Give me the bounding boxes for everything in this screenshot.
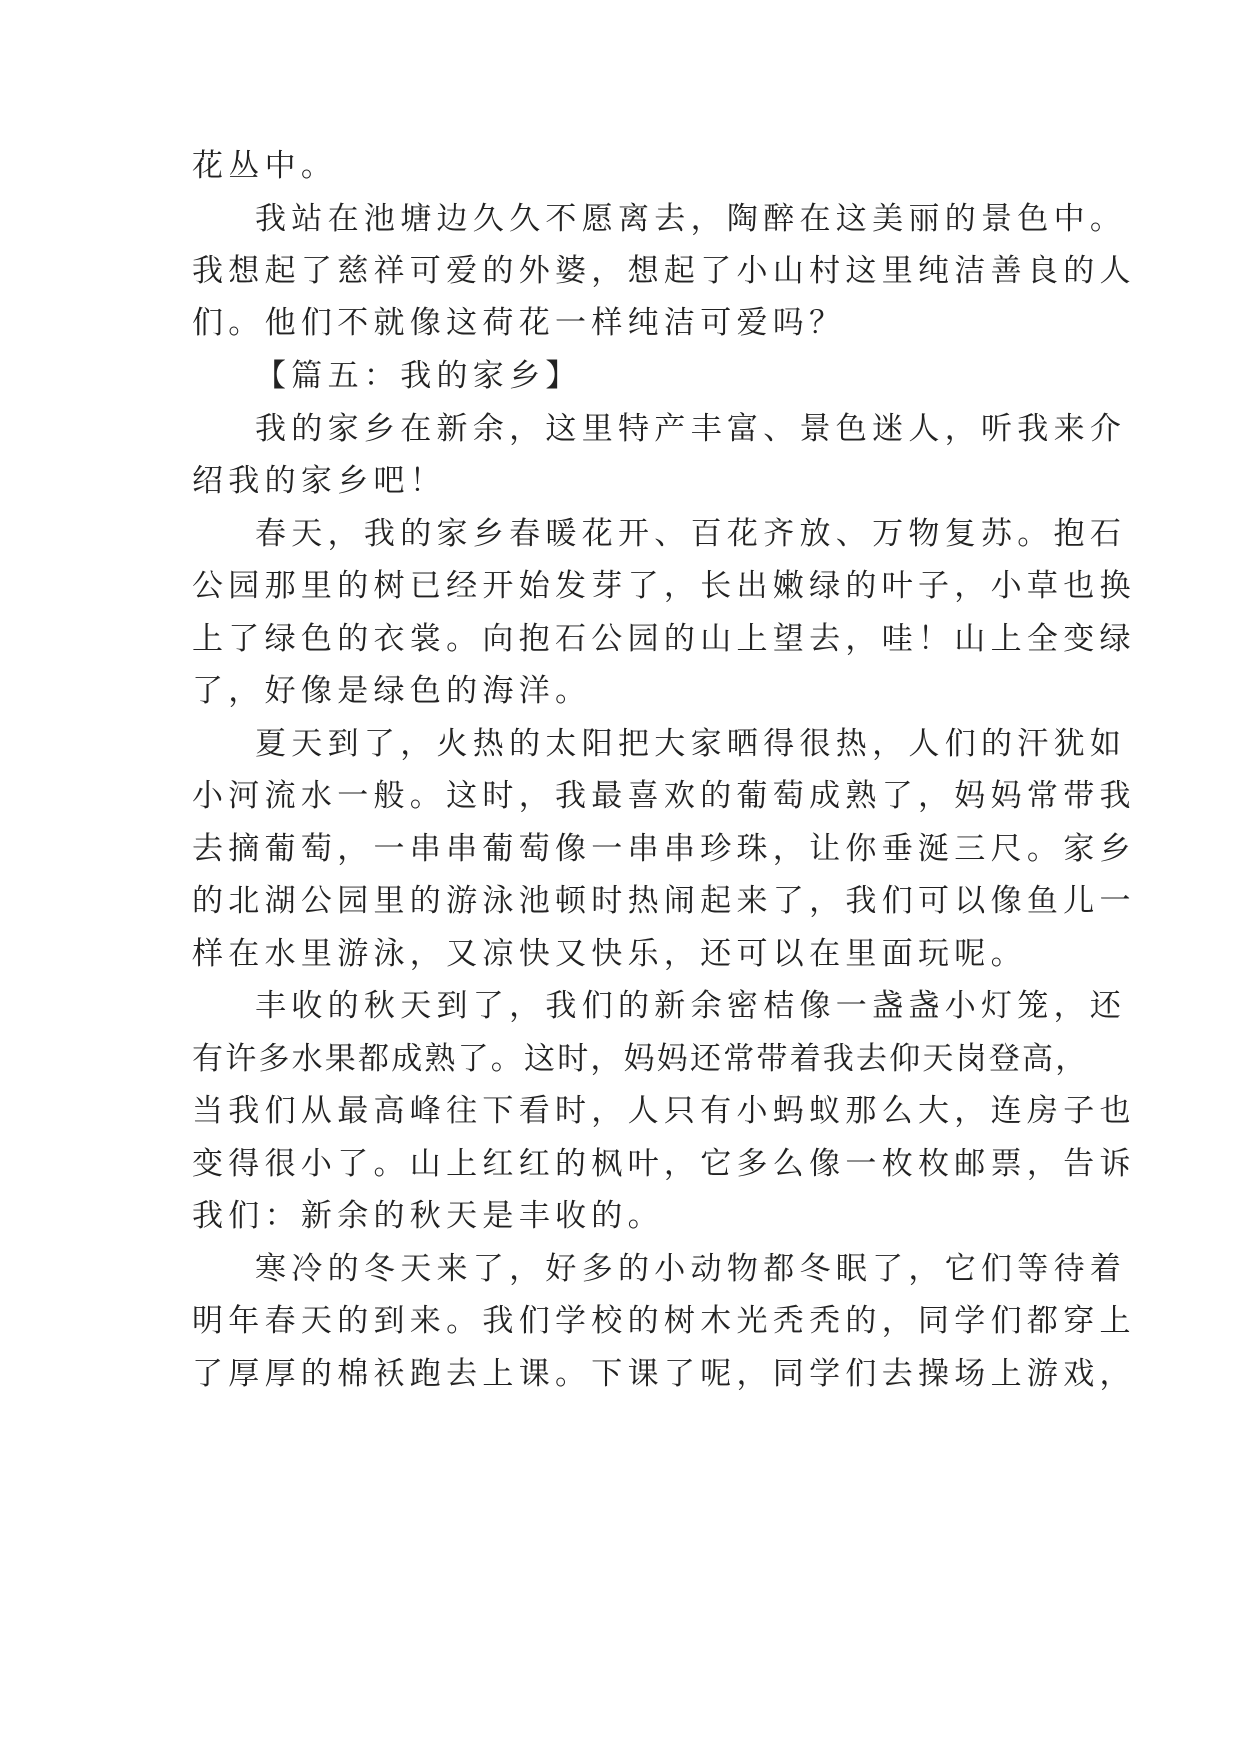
text-line: 绍我的家乡吧！ [192,463,447,499]
text-line: 当我们从最高峰往下看时，人只有小蚂蚁那么大，连房子也 [192,1093,1136,1129]
text-line: 明年春天的到来。我们学校的树木光秃秃的，同学们都穿上 [192,1303,1136,1339]
paragraph-first-line: 我站在池塘边久久不愿离去，陶醉在这美丽的景色中。 [255,201,1127,237]
text-line: 花丛中。 [192,148,338,184]
text-line: 我想起了慈祥可爱的外婆，想起了小山村这里纯洁善良的人 [192,253,1136,289]
text-line: 了厚厚的棉袄跑去上课。下课了呢，同学们去操场上游戏， [192,1356,1136,1392]
text-line: 上了绿色的衣裳。向抱石公园的山上望去，哇！山上全变绿 [192,621,1136,657]
text-line: 变得很小了。山上红红的枫叶，它多么像一枚枚邮票，告诉 [192,1146,1136,1182]
text-line: 小河流水一般。这时，我最喜欢的葡萄成熟了，妈妈常带我 [192,778,1136,814]
text-line: 们。他们不就像这荷花一样纯洁可爱吗？ [192,305,846,341]
text-line: 我们：新余的秋天是丰收的。 [192,1198,664,1234]
paragraph-first-line: 我的家乡在新余，这里特产丰富、景色迷人，听我来介 [255,411,1127,447]
paragraph-first-line: 夏天到了，火热的太阳把大家晒得很热，人们的汗犹如 [255,726,1127,762]
section-heading: 【篇五：我的家乡】 [255,358,582,394]
paragraph-first-line: 丰收的秋天到了，我们的新余密桔像一盏盏小灯笼，还 [255,988,1127,1024]
paragraph-first-line: 寒冷的冬天来了，好多的小动物都冬眠了，它们等待着 [255,1251,1127,1287]
text-line: 了，好像是绿色的海洋。 [192,673,592,709]
text-line: 有许多水果都成熟了。这时，妈妈还常带着我去仰天岗登高， [192,1041,1089,1077]
text-line: 公园那里的树已经开始发芽了，长出嫩绿的叶子，小草也换 [192,568,1136,604]
text-line: 样在水里游泳，又凉快又快乐，还可以在里面玩呢。 [192,936,1027,972]
paragraph-first-line: 春天，我的家乡春暖花开、百花齐放、万物复苏。抱石 [255,516,1127,552]
text-line: 去摘葡萄，一串串葡萄像一串串珍珠，让你垂涎三尺。家乡 [192,831,1136,867]
text-line: 的北湖公园里的游泳池顿时热闹起来了，我们可以像鱼儿一 [192,883,1136,919]
